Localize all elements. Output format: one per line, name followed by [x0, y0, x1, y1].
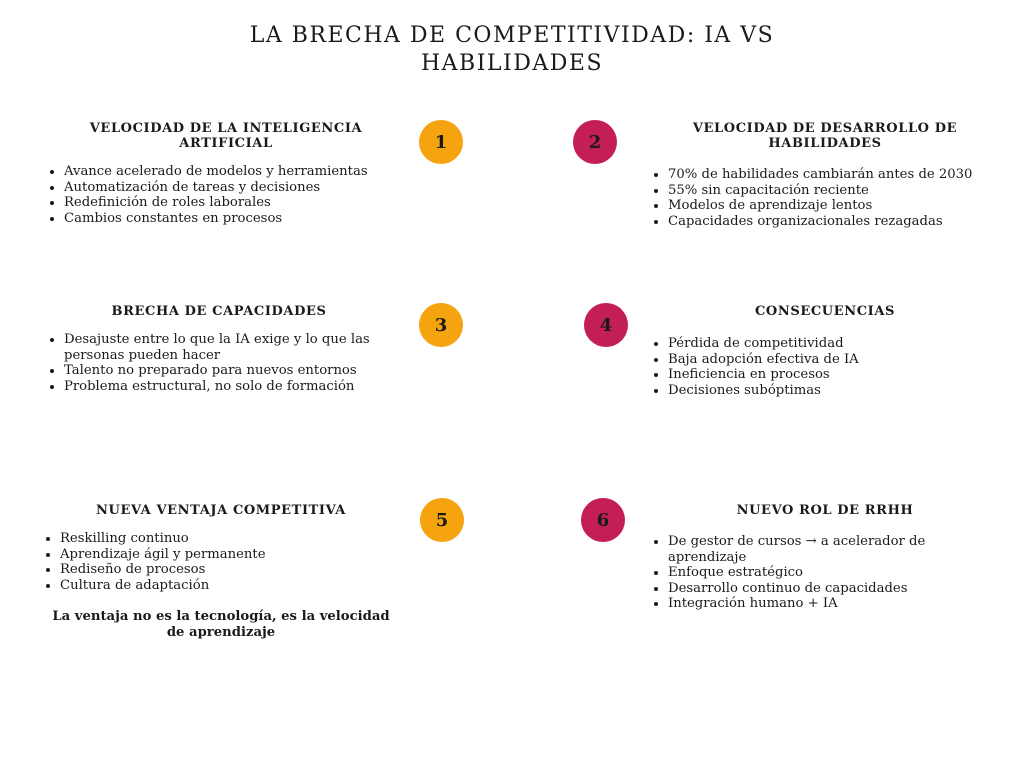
list-item: • 70% de habilidades cambiarán antes de 2030	[668, 167, 1000, 183]
list-item: • Aprendizaje ágil y permanente	[60, 547, 400, 563]
section-new-advantage	[42, 503, 400, 641]
list-item: • Talento no preparado para nuevos entornos	[64, 363, 392, 379]
list-item: • Integración humano + IA	[668, 596, 980, 612]
section-heading: VELOCIDAD DE LA INTELIGENCIA ARTIFICIAL	[89, 121, 363, 151]
list-item: • De gestor de cursos → a acelerador de aprendizaje	[668, 534, 980, 565]
list-item: • Capacidades organizacionales rezagadas	[668, 214, 1000, 230]
list-item: • Modelos de aprendizaje lentos	[668, 198, 1000, 214]
list-item: • Cultura de adaptación	[60, 578, 400, 594]
section-hr-role	[650, 503, 980, 612]
section-heading: NUEVO ROL DE RRHH	[736, 503, 914, 518]
list-item: • Automatización de tareas y decisiones	[64, 180, 406, 196]
list-item: • Decisiones subóptimas	[668, 383, 1000, 399]
step-5-number: 5	[435, 509, 449, 531]
list-item: • 55% sin capacitación reciente	[668, 183, 1000, 199]
bullet-list	[46, 332, 392, 394]
list-item: • Desajuste entre lo que la IA exige y lo que las personas pueden hacer	[64, 332, 392, 363]
list-item: • Avance acelerado de modelos y herramientas	[64, 164, 406, 180]
step-5-circle	[420, 498, 464, 542]
bullet-list	[650, 534, 980, 612]
list-item: • Reskilling continuo	[60, 531, 400, 547]
list-item: • Rediseño de procesos	[60, 562, 400, 578]
list-item: • Desarrollo continuo de capacidades	[668, 581, 980, 597]
step-6-circle	[581, 498, 625, 542]
step-2-number: 2	[588, 131, 602, 153]
list-item: • Enfoque estratégico	[668, 565, 980, 581]
bullet-list	[46, 164, 406, 226]
step-4-number: 4	[599, 314, 613, 336]
section-heading: BRECHA DE CAPACIDADES	[111, 304, 327, 319]
section-heading: CONSECUENCIAS	[754, 304, 896, 319]
section-capability-gap	[46, 304, 392, 394]
list-item: • Pérdida de competitividad	[668, 336, 1000, 352]
key-takeaway: La ventaja no es la tecnología, es la velocidad de aprendizaje	[52, 609, 390, 640]
step-3-circle	[419, 303, 463, 347]
section-heading: VELOCIDAD DE DESARROLLO DE HABILIDADES	[692, 121, 958, 151]
step-4-circle	[584, 303, 628, 347]
section-consequences	[650, 304, 1000, 398]
list-item: • Cambios constantes en procesos	[64, 211, 406, 227]
step-2-circle	[573, 120, 617, 164]
list-item: • Baja adopción efectiva de IA	[668, 352, 1000, 368]
bullet-list	[650, 336, 1000, 398]
step-6-number: 6	[596, 509, 610, 531]
list-item: • Problema estructural, no solo de formación	[64, 379, 392, 395]
list-item: • Ineficiencia en procesos	[668, 367, 1000, 383]
section-skills-speed	[650, 121, 1000, 229]
page-title: LA BRECHA DE COMPETITIVIDAD: IA VS HABILIDADES	[249, 23, 775, 76]
section-heading: NUEVA VENTAJA COMPETITIVA	[96, 503, 346, 518]
step-3-number: 3	[434, 314, 448, 336]
bullet-list	[42, 531, 400, 593]
list-item: • Redefinición de roles laborales	[64, 195, 406, 211]
step-1-number: 1	[434, 131, 448, 153]
step-1-circle	[419, 120, 463, 164]
section-ai-speed	[46, 121, 406, 226]
bullet-list	[650, 167, 1000, 229]
